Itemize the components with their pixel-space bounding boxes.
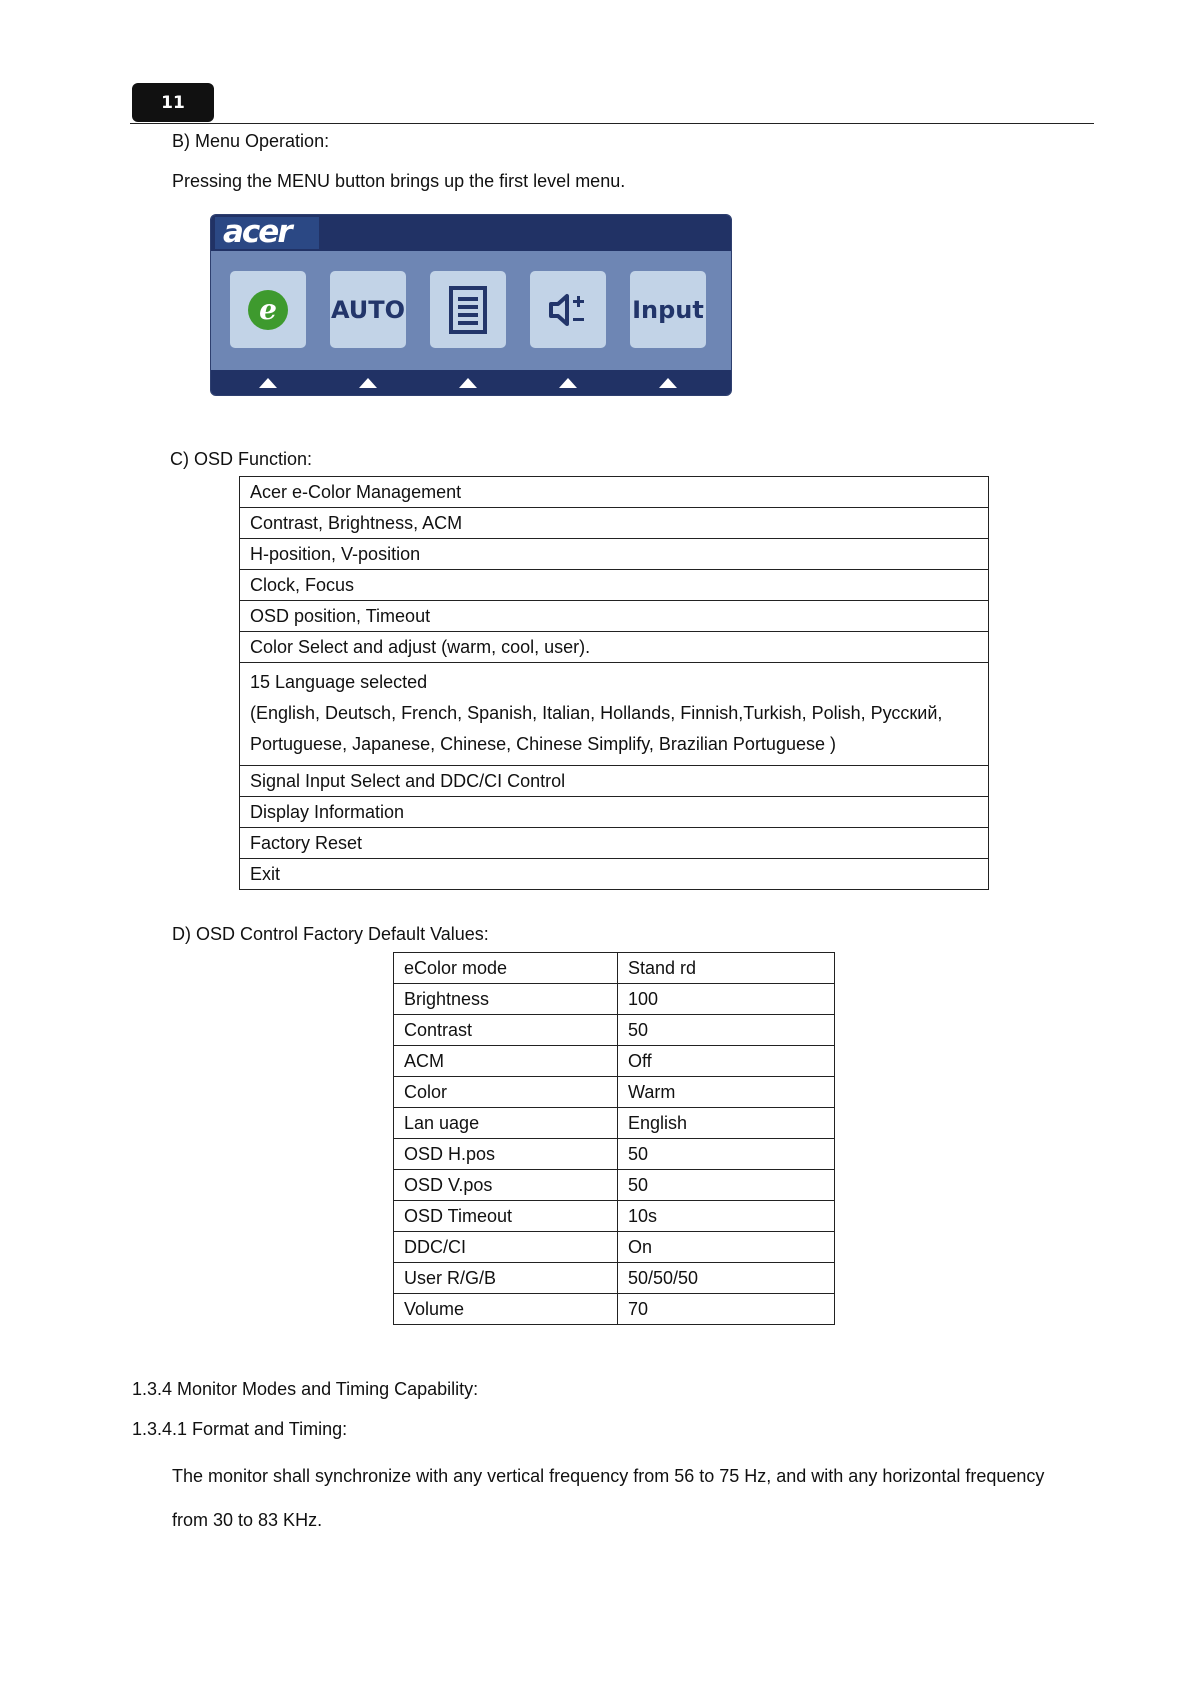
language-line: (English, Deutsch, French, Spanish, Italian, Hollands, Finnish,Turkish, Polish, Русский, [250, 703, 943, 723]
section-c-heading: C) OSD Function: [170, 449, 313, 469]
arrow-up-icon [259, 378, 277, 388]
table-row [394, 1015, 835, 1046]
body-paragraph-line: from 30 to 83 KHz. [172, 1510, 323, 1530]
table-row [394, 953, 835, 984]
arrow-up-icon [559, 378, 577, 388]
setting-value: 50 [618, 1170, 835, 1201]
table-cell: Clock, Focus [240, 570, 989, 601]
osd-menu-footer [211, 370, 731, 395]
setting-value: 100 [618, 984, 835, 1015]
setting-name: User R/G/B [394, 1263, 618, 1294]
arrow-up-icon [459, 378, 477, 388]
table-row [394, 1294, 835, 1325]
setting-value: 70 [618, 1294, 835, 1325]
table-row [394, 1046, 835, 1077]
osd-menu-image [210, 214, 732, 396]
setting-name: OSD H.pos [394, 1139, 618, 1170]
table-row [240, 539, 989, 570]
section-1341-heading: 1.3.4.1 Format and Timing: [132, 1419, 348, 1439]
ecolor-button [230, 271, 306, 348]
menu-list-icon [448, 285, 488, 335]
table-row [394, 1232, 835, 1263]
svg-text:e: e [259, 292, 277, 326]
table-cell: Contrast, Brightness, ACM [240, 508, 989, 539]
table-row [394, 1201, 835, 1232]
table-row [394, 1077, 835, 1108]
table-cell: OSD position, Timeout [240, 601, 989, 632]
setting-name: Color [394, 1077, 618, 1108]
table-row [240, 828, 989, 859]
body-paragraph-line: The monitor shall synchronize with any vertical frequency from 56 to 75 Hz, and with any horizontal frequency [172, 1466, 1045, 1486]
table-cell: Color Select and adjust (warm, cool, user). [240, 632, 989, 663]
setting-value: Stand rd [618, 953, 835, 984]
ecolor-e-icon [245, 287, 291, 333]
table-row [240, 859, 989, 890]
page-number-badge: 11 [132, 83, 214, 122]
table-cell: H-position, V-position [240, 539, 989, 570]
table-row [240, 570, 989, 601]
table-cell: Acer e-Color Management [240, 477, 989, 508]
acer-logo: acer [215, 217, 319, 249]
table-row [394, 1170, 835, 1201]
volume-button [530, 271, 606, 348]
setting-name: ACM [394, 1046, 618, 1077]
header-rule [130, 123, 1094, 124]
setting-name: OSD V.pos [394, 1170, 618, 1201]
setting-value: 50 [618, 1139, 835, 1170]
setting-value: 50/50/50 [618, 1263, 835, 1294]
input-icon: Input [632, 295, 704, 324]
table-cell-language [240, 663, 989, 766]
table-row [240, 797, 989, 828]
setting-value: 50 [618, 1015, 835, 1046]
menu-button [430, 271, 506, 348]
table-row [240, 477, 989, 508]
auto-button [330, 271, 406, 348]
arrow-up-icon [359, 378, 377, 388]
language-line: 15 Language selected [250, 672, 428, 692]
language-line: Portuguese, Japanese, Chinese, Chinese Simplify, Brazilian Portuguese ) [250, 734, 836, 754]
osd-function-table [239, 476, 989, 890]
table-row [240, 663, 989, 766]
table-cell: Signal Input Select and DDC/CI Control [240, 766, 989, 797]
table-row [394, 984, 835, 1015]
input-button [630, 271, 706, 348]
setting-value: Warm [618, 1077, 835, 1108]
osd-menu-titlebar [211, 215, 731, 251]
table-row [240, 508, 989, 539]
factory-defaults-table [393, 952, 835, 1325]
setting-name: Brightness [394, 984, 618, 1015]
table-row [394, 1263, 835, 1294]
section-b-heading: B) Menu Operation: [172, 131, 330, 151]
setting-value: On [618, 1232, 835, 1263]
table-cell: Exit [240, 859, 989, 890]
table-row [394, 1139, 835, 1170]
auto-icon: AUTO [330, 295, 406, 324]
setting-name: Contrast [394, 1015, 618, 1046]
volume-icon [545, 287, 591, 333]
setting-name: DDC/CI [394, 1232, 618, 1263]
table-row [240, 766, 989, 797]
table-cell: Factory Reset [240, 828, 989, 859]
setting-value: English [618, 1108, 835, 1139]
setting-value: 10s [618, 1201, 835, 1232]
setting-value: Off [618, 1046, 835, 1077]
setting-name: Volume [394, 1294, 618, 1325]
table-row [240, 632, 989, 663]
setting-name: Lan uage [394, 1108, 618, 1139]
section-d-heading: D) OSD Control Factory Default Values: [172, 924, 489, 944]
section-134-heading: 1.3.4 Monitor Modes and Timing Capability: [132, 1379, 479, 1399]
table-row [240, 601, 989, 632]
table-row [394, 1108, 835, 1139]
table-cell: Display Information [240, 797, 989, 828]
setting-name: OSD Timeout [394, 1201, 618, 1232]
arrow-up-icon [659, 378, 677, 388]
section-b-text: Pressing the MENU button brings up the first level menu. [172, 171, 626, 191]
setting-name: eColor mode [394, 953, 618, 984]
